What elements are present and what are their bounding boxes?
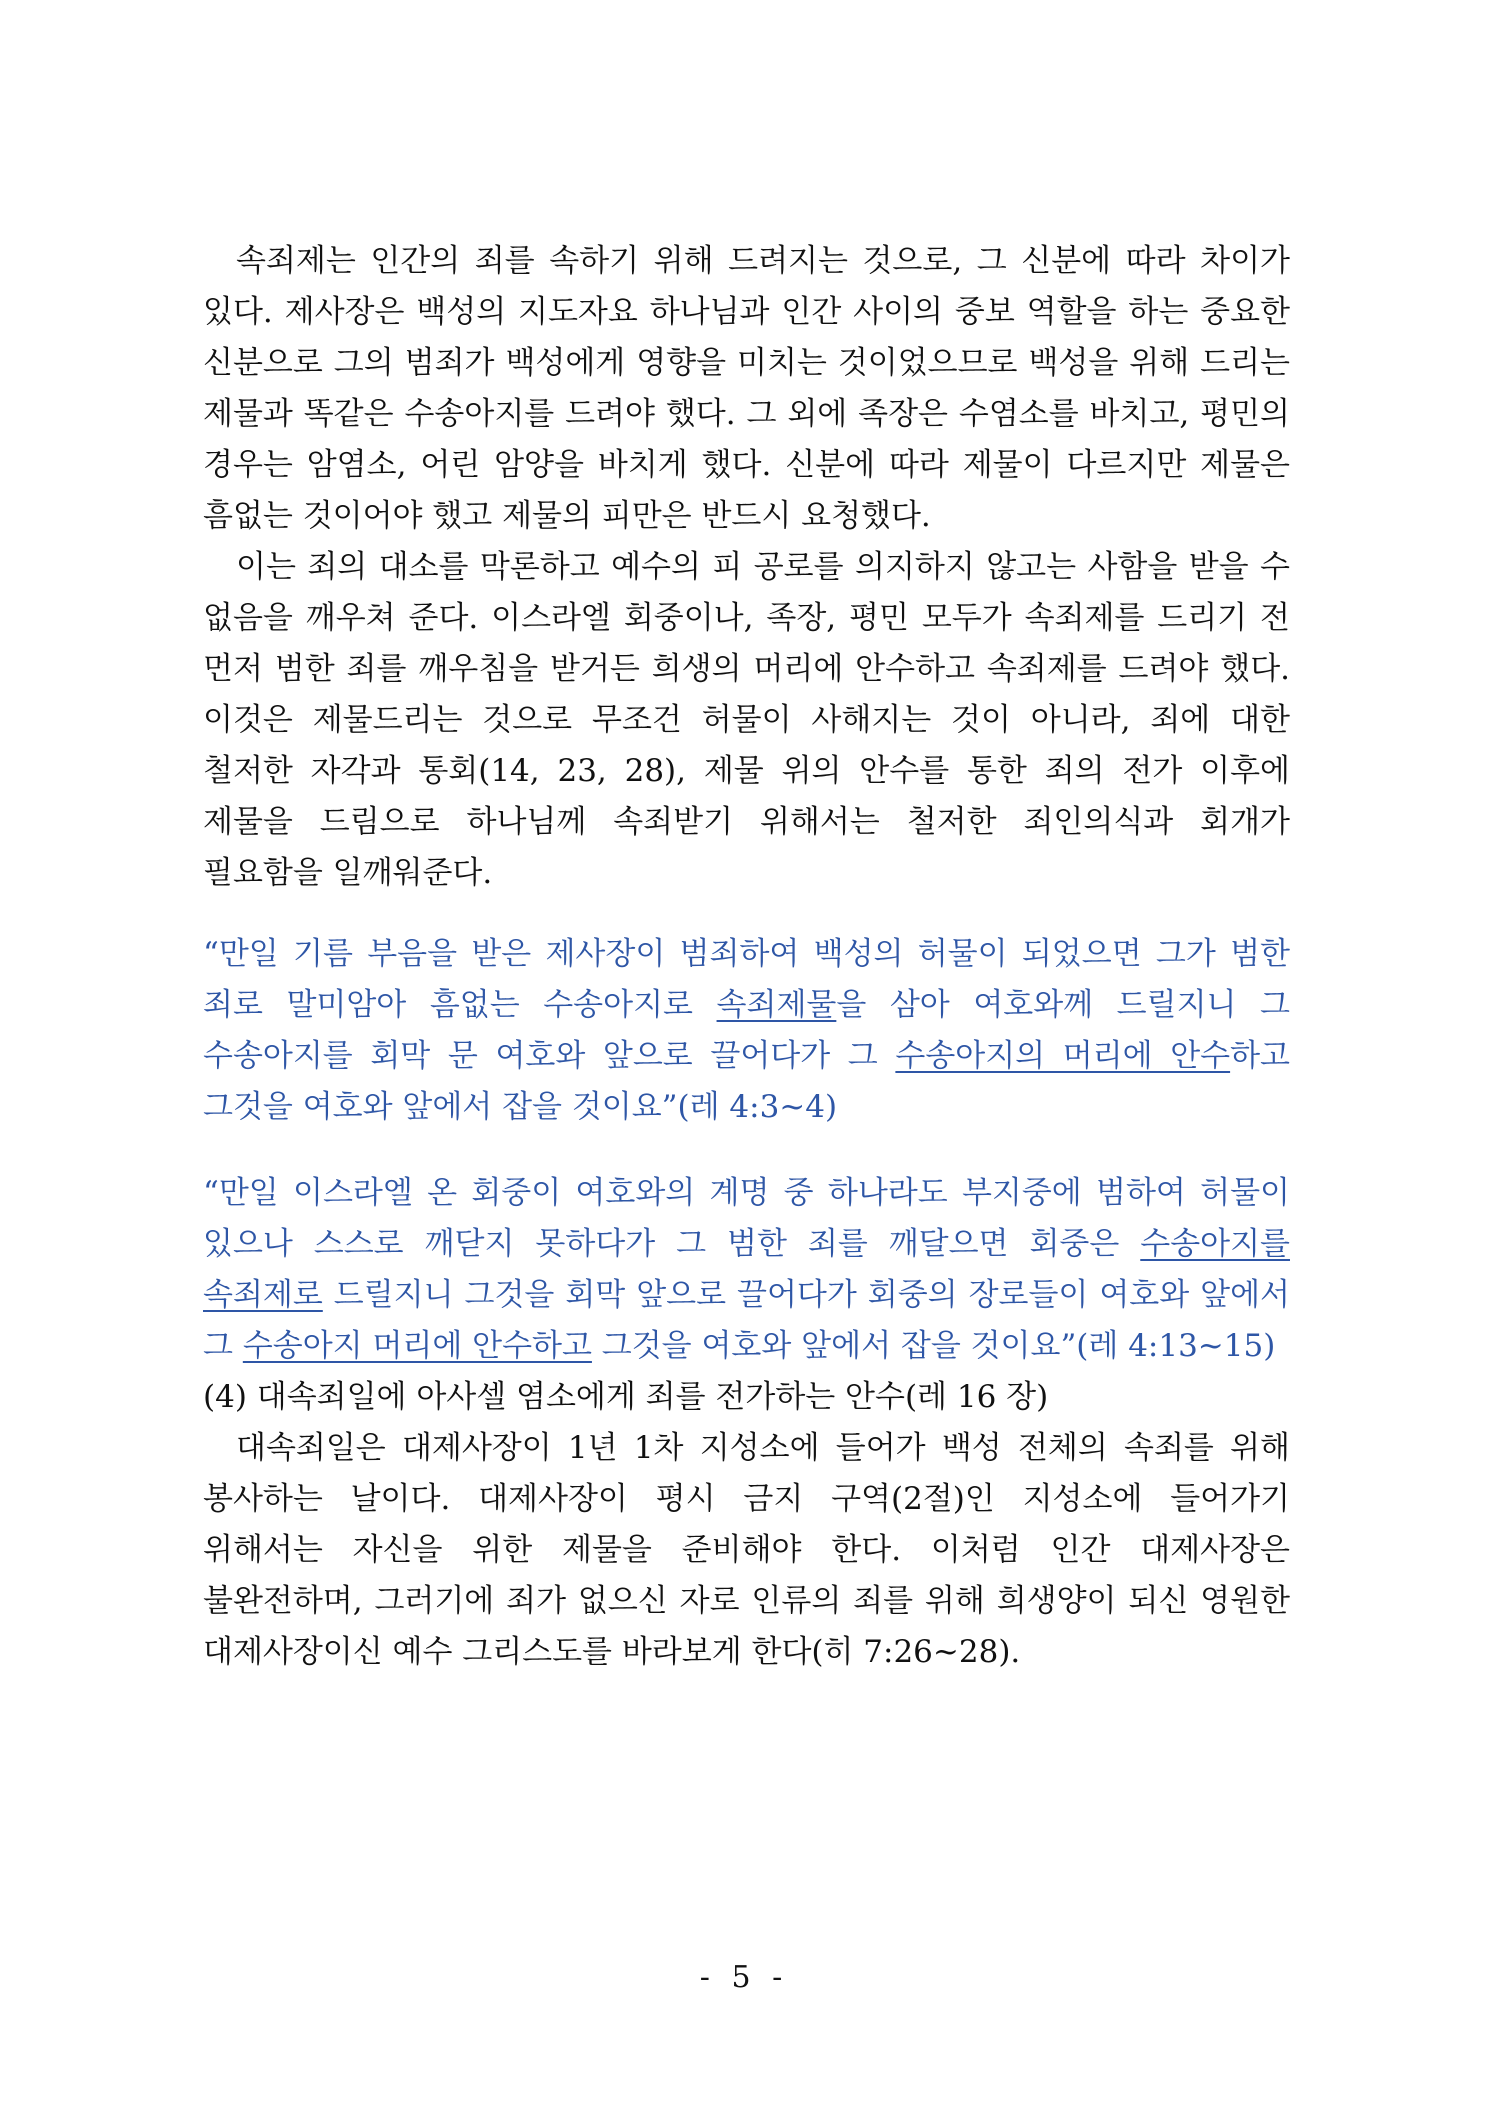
quote-underline: 속죄제물 <box>716 987 837 1023</box>
page-number: - 5 - <box>699 1960 789 1995</box>
paragraph-blood-merit: 이는 죄의 대소를 막론하고 예수의 피 공로를 의지하지 않고는 사함을 받을 수 없음을 깨우쳐 준다. 이스라엘 회중이나, 족장, 평민 모두가 속죄제를 드리기 전 먼저 범한 죄를 깨우침을 받거든 희생의 머리에 안수하고 속죄제를 드려야 했다. 이것은 제물드리는 것으로 무조건 허물이 사해지는 것이 아니라, 죄에 대한 철저한 자각과 통회(14, 23, 28), 제물 위의 안수를 통한 죄의 전가 이후에 제물을 드림으로 하나님께 속죄받기 위해서는 철저한 죄인의식과 회개가 필요함을 일깨워준다. <box>203 549 1290 891</box>
quote-underline: 수송아지 머리에 안수하고 <box>242 1328 592 1364</box>
scripture-quote-lev-4-13 <box>203 1168 1290 1372</box>
quote-underline: 수송아지를 속죄제로 <box>203 1226 1290 1313</box>
document-page <box>203 236 1290 1678</box>
quote-text: “만일 이스라엘 온 회중이 여호와의 계명 중 하나라도 부지중에 범하여 허물이 있으나 스스로 깨닫지 못하다가 그 범한 죄를 깨달으면 회중은 <box>203 1175 1290 1262</box>
quote-text: 을 삼아 여호와께 드릴지니 그 수송아지를 회막 문 여호와 앞으로 끌어다가 그 <box>203 987 1290 1074</box>
quote-underline: 수송아지의 머리에 안수 <box>895 1038 1231 1074</box>
paragraph-day-of-atonement: 대속죄일은 대제사장이 1년 1차 지성소에 들어가 백성 전체의 속죄를 위해 봉사하는 날이다. 대제사장이 평시 금지 구역(2절)인 지성소에 들어가기 위해서는 자신을 위한 제물을 준비해야 한다. 이처럼 인간 대제사장은 불완전하며, 그러기에 죄가 없으신 자로 인류의 죄를 위해 희생양이 되신 영원한 대제사장이신 예수 그리스도를 바라보게 한다(히 7:26~28). <box>203 1430 1290 1670</box>
quote-text: 하고 그것을 여호와 앞에서 잡을 것이요”(레 4:3~4) <box>203 1038 1290 1125</box>
quote-text: 그것을 여호와 앞에서 잡을 것이요”(레 4:13~15) <box>591 1328 1276 1364</box>
scripture-quote-lev-4-3 <box>203 929 1290 1133</box>
quote-text: “만일 기름 부음을 받은 제사장이 범죄하여 백성의 허물이 되었으면 그가 범한 죄로 말미암아 흠없는 수송아지로 <box>203 936 1290 1023</box>
quote-text: 드릴지니 그것을 회막 앞으로 끌어다가 회중의 장로들이 여호와 앞에서 그 <box>203 1277 1290 1364</box>
paragraph-sin-offering: 속죄제는 인간의 죄를 속하기 위해 드려지는 것으로, 그 신분에 따라 차이가 있다. 제사장은 백성의 지도자요 하나님과 인간 사이의 중보 역할을 하는 중요한 신분으로 그의 범죄가 백성에게 영향을 미치는 것이었으므로 백성을 위해 드리는 제물과 똑같은 수송아지를 드려야 했다. 그 외에 족장은 수염소를 바치고, 평민의 경우는 암염소, 어린 암양을 바치게 했다. 신분에 따라 제물이 다르지만 제물은 흠없는 것이어야 했고 제물의 피만은 반드시 요청했다. <box>203 243 1290 534</box>
section-heading: (4) 대속죄일에 아사셀 염소에게 죄를 전가하는 안수(레 16 장) <box>203 1379 1049 1415</box>
